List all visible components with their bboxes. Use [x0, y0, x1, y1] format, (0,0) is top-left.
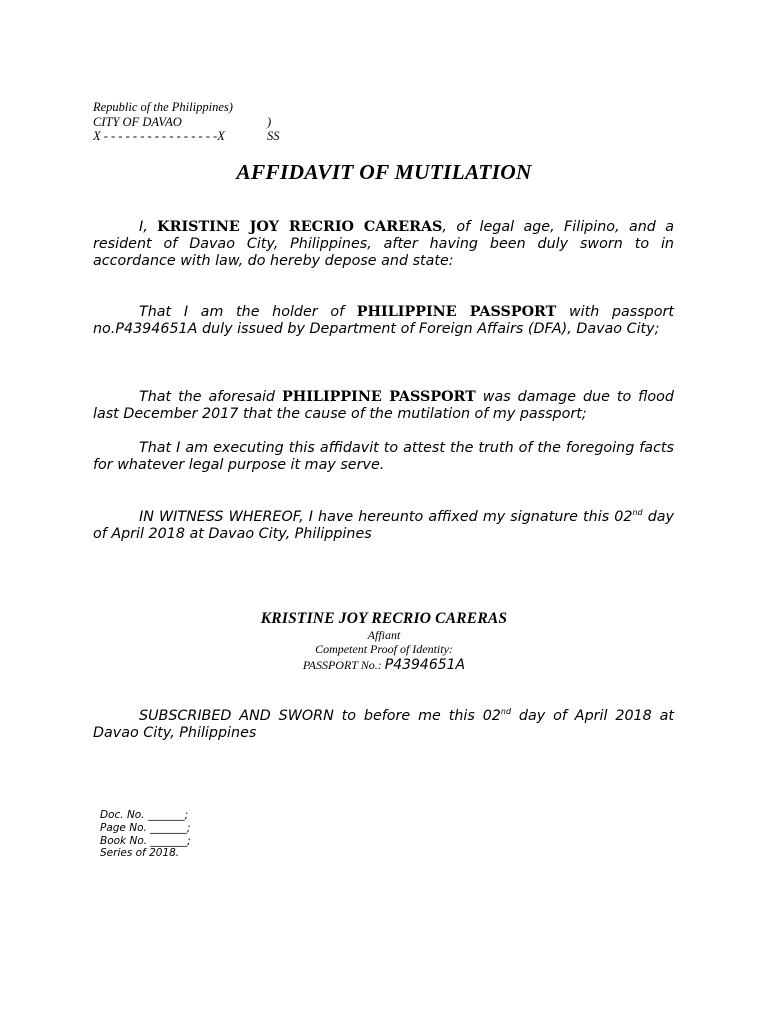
passport-number: P4394651A: [384, 657, 466, 673]
paragraph-jurat: [93, 708, 674, 742]
paragraph-purpose: [93, 440, 674, 474]
paragraph-passport-holder: [93, 304, 674, 338]
p5-sup: nd: [632, 508, 643, 518]
notarial-register: [100, 809, 191, 860]
p1-post: , of legal age, Filipino, and a resident of Davao City, Philippines, after having been duly sworn to in accordance with law, do hereby depose and state:: [93, 219, 674, 270]
paragraph-damage: [93, 389, 674, 423]
passport-line: [0, 656, 768, 674]
passport-label: PASSPORT No.:: [302, 658, 385, 672]
caption-republic: Republic of the Philippines): [93, 100, 233, 114]
p2-post: with passport no.P4394651A duly issued by Department of Foreign Affairs (DFA), Davao City;: [93, 304, 674, 338]
caption-separator: X - - - - - - - - - - - - - - - -X: [93, 129, 225, 143]
p5-pre: IN WITNESS WHEREOF, I have hereunto affixed my signature this 02: [139, 509, 633, 525]
document-title: AFFIDAVIT OF MUTILATION: [236, 160, 532, 184]
p5-post: day of April 2018 at Davao City, Philippines: [93, 509, 675, 543]
book-no: Book No. _______;: [100, 834, 191, 847]
doc-no: Doc. No. _______;: [100, 809, 189, 821]
p3-bold: PHILIPPINE PASSPORT: [281, 389, 476, 405]
affiant-name: KRISTINE JOY RECRIO CARERAS: [260, 610, 508, 627]
paragraph-affiant-intro: [93, 219, 674, 271]
paragraph-witness: [93, 509, 674, 543]
affiant-role: Affiant: [367, 628, 401, 642]
p2-pre: That I am the holder of: [139, 304, 357, 320]
p3-post: was damage due to flood last December 2017 that the cause of the mutilation of my passport;: [93, 389, 674, 423]
p6-post: day of April 2018 at Davao City, Philippines: [93, 708, 674, 742]
affiant-name-inline: KRISTINE JOY RECRIO CARERAS: [157, 219, 443, 235]
p1-pre: I,: [139, 219, 158, 235]
p6-pre: SUBSCRIBED AND SWORN to before me this 02: [139, 708, 501, 724]
signature-block: [0, 610, 768, 674]
identity-proof-label: Competent Proof of Identity:: [315, 642, 453, 656]
page-no: Page No. _______;: [100, 821, 191, 834]
caption-city: CITY OF DAVAO: [93, 114, 182, 129]
p3-pre: That the aforesaid: [139, 389, 282, 405]
venue-caption: [93, 100, 280, 144]
series: Series of 2018.: [100, 847, 180, 860]
caption-ss: ) SS: [267, 114, 280, 143]
p4-text: That I am executing this affidavit to attest the truth of the foregoing facts for whatever legal purpose it may serve.: [93, 440, 674, 474]
p2-bold: PHILIPPINE PASSPORT: [356, 304, 557, 320]
p6-sup: nd: [500, 707, 512, 717]
